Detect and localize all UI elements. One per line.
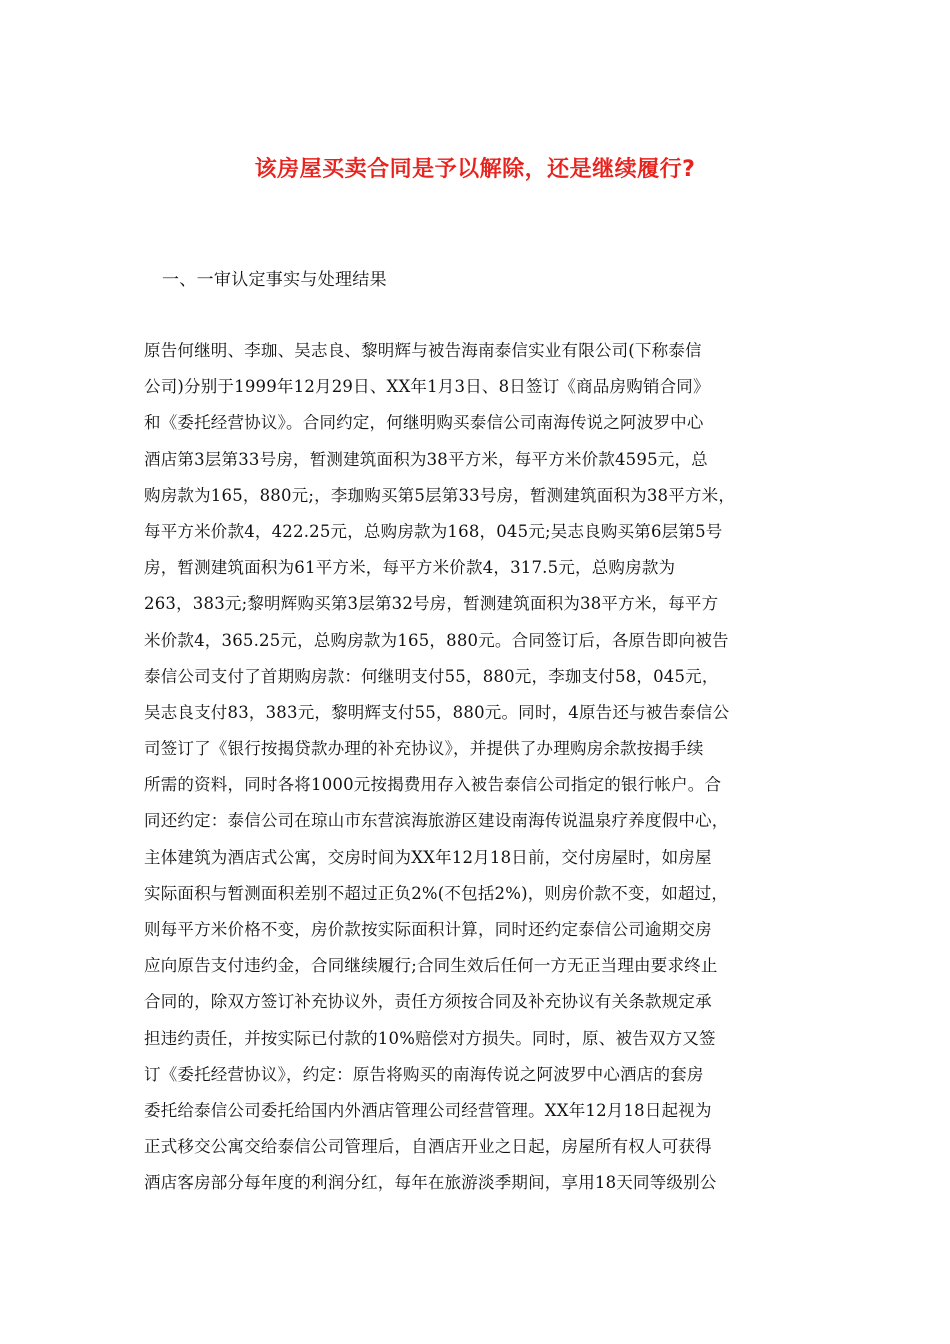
paragraph-line: 263，383元;黎明辉购买第3层第32号房，暂测建筑面积为38平方米，每平方 <box>144 594 719 614</box>
paragraph-line: 则每平方米价格不变，房价款按实际面积计算，同时还约定泰信公司逾期交房 <box>144 920 712 939</box>
paragraph-line: 每平方米价款4，422.25元，总购房款为168，045元;吴志良购买第6层第5号 <box>144 521 723 541</box>
paragraph-line: 所需的资料，同时各将1000元按揭费用存入被告泰信公司指定的银行帐户。合 <box>144 775 722 795</box>
paragraph-body <box>144 333 814 1202</box>
paragraph-line: 泰信公司支付了首期购房款：何继明支付55，880元，李珈支付58，045元， <box>144 666 719 686</box>
paragraph-line: 订《委托经营协议》，约定：原告将购买的南海传说之阿波罗中心酒店的套房 <box>144 1064 704 1084</box>
section-heading: 一、一审认定事实与处理结果 <box>162 270 387 290</box>
paragraph-line: 司签订了《银行按揭贷款办理的补充协议》，并提供了办理购房余款按揭手续 <box>144 739 704 759</box>
paragraph-line: 委托给泰信公司委托给国内外酒店管理公司经营管理。XX年12月18日起视为 <box>144 1100 712 1120</box>
paragraph-line: 合同的，除双方签订补充协议外，责任方须按合同及补充协议有关条款规定承 <box>144 992 712 1012</box>
paragraph-line: 正式移交公寓交给泰信公司管理后，自酒店开业之日起，房屋所有权人可获得 <box>144 1137 712 1157</box>
paragraph-line: 公司)分别于1999年12月29日、XX年1月3日、8日签订《商品房购销合同》 <box>144 377 710 397</box>
paragraph-line: 实际面积与暂测面积差别不超过正负2%(不包括2%)，则房价款不变，如超过， <box>144 883 729 903</box>
paragraph-line: 米价款4，365.25元，总购房款为165，880元。合同签订后，各原告即向被告 <box>144 630 729 650</box>
paragraph-line: 房，暂测建筑面积为61平方米，每平方米价款4，317.5元，总购房款为 <box>144 558 676 578</box>
paragraph-line: 吴志良支付83，383元，黎明辉支付55，880元。同时，4原告还与被告泰信公 <box>144 702 730 722</box>
paragraph-line: 购房款为165，880元;，李珈购买第5层第33号房，暂测建筑面积为38平方米， <box>144 485 736 505</box>
paragraph-line: 酒店客房部分每年度的利润分红，每年在旅游淡季期间，享用18天同等级别公 <box>144 1173 717 1193</box>
paragraph-line: 主体建筑为酒店式公寓，交房时间为XX年12月18日前，交付房屋时，如房屋 <box>144 847 712 867</box>
paragraph-line: 原告何继明、李珈、吴志良、黎明辉与被告海南泰信实业有限公司(下称泰信 <box>144 341 702 360</box>
paragraph-line: 应向原告支付违约金，合同继续履行;合同生效后任何一方无正当理由要求终止 <box>144 956 718 976</box>
paragraph-line: 和《委托经营协议》。合同约定，何继明购买泰信公司南海传说之阿波罗中心 <box>144 413 704 433</box>
document-title: 该房屋买卖合同是予以解除，还是继续履行? <box>254 157 696 182</box>
paragraph-line: 酒店第3层第33号房，暂测建筑面积为38平方米，每平方米价款4595元，总 <box>144 449 708 469</box>
paragraph-line: 同还约定：泰信公司在琼山市东营滨海旅游区建设南海传说温泉疗养度假中心， <box>144 811 729 831</box>
paragraph-line: 担违约责任，并按实际已付款的10%赔偿对方损失。同时，原、被告双方又签 <box>144 1028 716 1048</box>
